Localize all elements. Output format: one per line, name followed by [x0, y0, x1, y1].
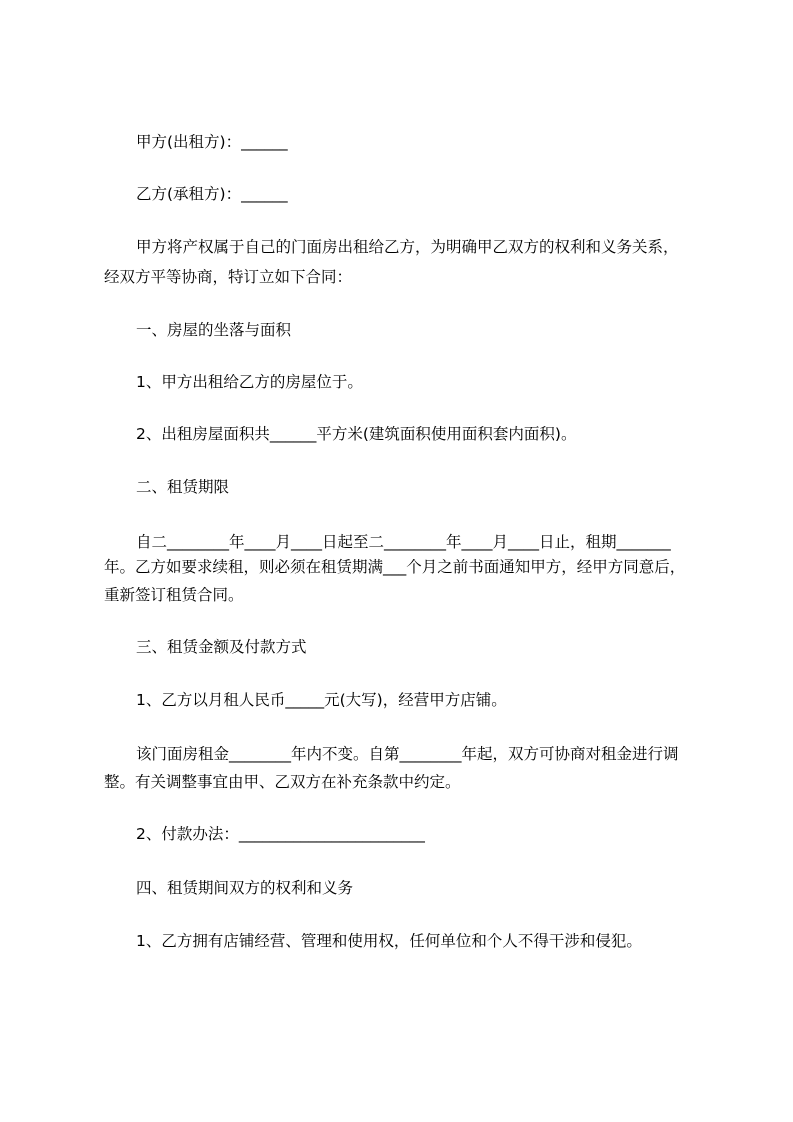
- rent-adjustment-line-1: 该门面房租金________年内不变。自第________年起，双方可协商对租金进行调: [136, 745, 679, 763]
- clause-monthly-rent: 1、乙方以月租人民币_____元(大写)，经营甲方店铺。: [136, 691, 507, 709]
- section-heading-lease-term: 二、租赁期限: [136, 478, 230, 496]
- lease-term-line-2: 年。乙方如要求续租，则必须在租赁期满___个月之前书面通知甲方，经甲方同意后，: [104, 558, 686, 576]
- section-heading-location-area: 一、房屋的坐落与面积: [136, 321, 292, 339]
- clause-payment-method: 2、付款办法：________________________: [136, 825, 425, 843]
- lease-term-line-3: 重新签订租赁合同。: [104, 586, 244, 604]
- intro-paragraph-line-1: 甲方将产权属于自己的门面房出租给乙方，为明确甲乙双方的权利和义务关系，: [136, 238, 679, 256]
- party-a-line: 甲方(出租方)：______: [136, 133, 288, 151]
- clause-house-area: 2、出租房屋面积共______平方米(建筑面积使用面积套内面积)。: [136, 425, 577, 443]
- party-b-line: 乙方(承租方)：______: [136, 185, 288, 203]
- rent-adjustment-line-2: 整。有关调整事宜由甲、乙双方在补充条款中约定。: [104, 773, 461, 791]
- section-heading-rights-duties: 四、租赁期间双方的权利和义务: [136, 879, 354, 897]
- section-heading-rent-payment: 三、租赁金额及付款方式: [136, 638, 307, 656]
- clause-tenant-rights: 1、乙方拥有店铺经营、管理和使用权，任何单位和个人不得干涉和侵犯。: [136, 932, 642, 950]
- clause-house-location: 1、甲方出租给乙方的房屋位于。: [136, 373, 363, 391]
- lease-term-line-1: 自二________年____月____日起至二________年____月____日止，租期_______: [136, 533, 671, 551]
- intro-paragraph-line-2: 经双方平等协商，特订立如下合同：: [104, 268, 353, 286]
